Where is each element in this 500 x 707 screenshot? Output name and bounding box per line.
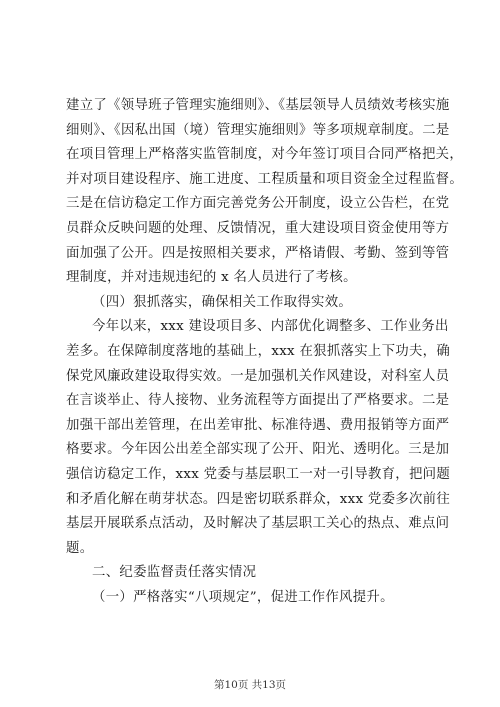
text-line: 格要求。今年因公出差全部实现了公开、阳光、透明化。三是加 (66, 442, 450, 458)
text-line: 员群众反映问题的处理、反馈情况，重大建设项目资金使用等方 (66, 220, 450, 236)
text-line: 并对项目建设程序、施工进度、工程质量和项目资金全过程监督。 (66, 171, 464, 187)
text-line: 三是在信访稳定工作方面完善党务公开制度，设立公告栏，在党 (66, 196, 450, 212)
document-body (66, 94, 464, 610)
text-line: 保党风廉政建设取得实效。一是加强机关作风建设，对科室人员 (66, 368, 450, 384)
text-line: 理制度，并对违规违纪的 x 名人员进行了考核。 (66, 270, 357, 286)
text-line: 题。 (66, 540, 94, 556)
text-line: 在项目管理上严格落实监管制度，对今年签订项目合同严格把关， (66, 147, 464, 163)
text-line: 差多。在保障制度落地的基础上，xxx 在狠抓落实上下功夫，确 (66, 343, 451, 359)
text-line: 面加强了公开。四是按照相关要求，严格请假、考勤、签到等管 (66, 245, 450, 261)
text-line: 今年以来，xxx 建设项目多、内部优化调整多、工作业务出 (92, 319, 449, 335)
text-line: 加强干部出差管理，在出差审批、标准待遇、费用报销等方面严 (66, 417, 450, 433)
text-line: 和矛盾化解在萌芽状态。四是密切联系群众，xxx 党委多次前往 (66, 491, 451, 507)
text-line: 建立了《领导班子管理实施细则》、《基层领导人员绩效考核实施 (66, 98, 450, 113)
text-line: 细则》、《因私出国（境）管理实施细则》等多项规章制度。二是 (66, 122, 450, 138)
text-line: 基层开展联系点活动，及时解决了基层职工关心的热点、难点问 (66, 516, 450, 532)
section-heading: 二、纪委监督责任落实情况 (92, 565, 257, 581)
section-heading: （四）狠抓落实，确保相关工作取得实效。 (92, 294, 353, 310)
page-number: 第10页 共13页 (213, 679, 287, 691)
section-heading: （一）严格落实“八项规定”，促进工作作风提升。 (92, 589, 394, 605)
text-line: 强信访稳定工作，xxx 党委与基层职工一对一引导教育，把问题 (66, 466, 451, 482)
text-line: 在言谈举止、待人接物、业务流程等方面提出了严格要求。二是 (66, 393, 450, 409)
